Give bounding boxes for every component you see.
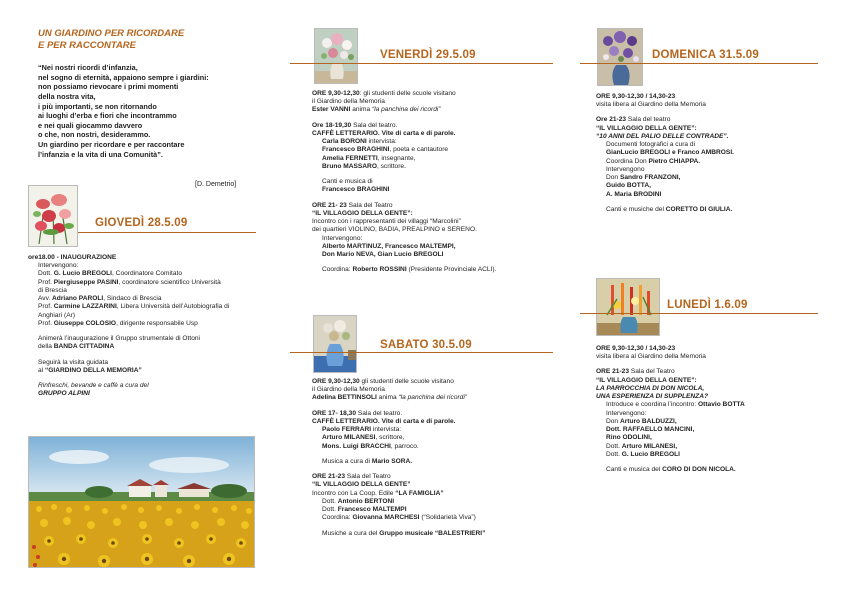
- cafe-title: CAFFÈ LETTERARIO. Vite di carta e di parole.: [312, 417, 456, 425]
- music-note: Musiche a cura del Gruppo musicale “BALESTRIERI”: [322, 529, 486, 537]
- poem-line: della nostra vita,: [38, 91, 96, 101]
- evening-subtitle: “10 ANNI DEL PALIO DELLE CONTRADE”.: [596, 132, 729, 140]
- speaker: Dott. RAFFAELLO MANCINI,: [606, 426, 695, 434]
- evening-title: “IL VILLAGGIO DELLA GENTE”: [312, 481, 411, 489]
- roses-painting: [28, 185, 78, 247]
- domenica-title: DOMENICA 31.5.09: [652, 49, 759, 61]
- evening-title: “IL VILLAGGIO DELLA GENTE”:: [596, 124, 697, 132]
- coordinator: Introduce e coordina l’incontro: Ottavio BOTTA: [606, 401, 745, 409]
- music-artist: Francesco BRAGHINI: [322, 186, 390, 194]
- speakers: Alberto MARTINUZ, Francesco MALTEMPI,: [322, 242, 456, 250]
- divider: [78, 232, 256, 233]
- morning-place: il Giardino della Memoria: [312, 386, 385, 394]
- morning-host: Adelina BETTINSOLI anima “la panchina dei ricordi”: [312, 394, 468, 402]
- poem-line: non possiamo rievocare i primi momenti: [38, 82, 179, 92]
- evening-desc: dei quartieri VIOLINO, BADIA, PREALPINO e SERENO.: [312, 226, 477, 234]
- purple-flowers-painting: [597, 28, 643, 86]
- music-note: Canti e musica di: [322, 178, 373, 186]
- domenica-program: [596, 93, 734, 214]
- speaker: Prof. Giuseppe COLOSIO, dirigente responsabile Usp: [38, 319, 198, 327]
- refreshments-note: Rinfreschi, bevande e caffè a cura del: [38, 382, 149, 390]
- sabato-program: [312, 378, 485, 538]
- music-note: Animerà l’inaugurazione il Gruppo strumentale di Ottoni: [38, 335, 200, 343]
- evening-slot: ORE 21- 23 Sala del Teatro: [312, 201, 393, 209]
- music-note: Musica a cura di Mario SORA.: [322, 457, 413, 465]
- speaker: Avv. Adriano PAROLI, Sindaco di Brescia: [38, 295, 162, 303]
- evening-desc: Incontro con La Coop. Edile “LA FAMIGLIA”: [312, 489, 444, 497]
- guest: Paolo FERRARI intervista:: [322, 426, 402, 434]
- open-visit: visita libera al Giardino della Memoria: [596, 101, 706, 109]
- poem-line: Un giardino per ricordare e per raccontare: [38, 140, 185, 149]
- poem-line: i più importanti, se non ritornando: [38, 101, 157, 111]
- giovedi-title: GIOVEDÌ 28.5.09: [95, 217, 188, 229]
- speaker: A. Maria BRODINI: [606, 190, 662, 198]
- sabato-title: SABATO 30.5.09: [380, 339, 472, 351]
- gladioli-painting: [596, 278, 660, 336]
- divider: [580, 313, 818, 314]
- speaker: Dott. G. Lucio BREGOLI: [606, 450, 681, 458]
- evening-title: “IL VILLAGGIO DELLA GENTE”:: [312, 209, 413, 217]
- cafe-slot: Ore 18-19,30 Sala del teatro.: [312, 121, 398, 129]
- coordinator: Coordina: Giovanna MARCHESI (“Solidarietà Viva”): [322, 514, 476, 522]
- speaker: Don Arturo BALDUZZI,: [606, 417, 677, 425]
- morning-slot: ORE 9,30-12,30: gli studenti delle scuole visitano: [312, 90, 456, 97]
- lunedi-program: [596, 345, 745, 474]
- divider: [290, 63, 553, 64]
- visit-note: Seguirà la visita guidata: [38, 358, 109, 366]
- speaker: Don Sandro FRANZONI,: [606, 174, 681, 182]
- cafe-title: CAFFÈ LETTERARIO. Vite di carta e di parole.: [312, 129, 456, 137]
- speaker: Prof. Carmine LAZZARINI, Libera Università dell’Autobiografia di: [38, 303, 230, 311]
- speaker: Guido BOTTA,: [606, 182, 651, 190]
- poem-line: o che, non nostri, desiderammo.: [38, 130, 151, 140]
- evening-subtitle: LA PARROCCHIA DI DON NICOLA,: [596, 384, 705, 392]
- speakers-label: Intervengono: [606, 165, 645, 173]
- evening-slot: ORE 21-23 Sala del Teatro: [596, 368, 675, 376]
- speaker-cont: di Brescia: [38, 286, 67, 294]
- speaker: Dott. G. Lucio BREGOLI, Coordinatore Comitato: [38, 270, 183, 278]
- speaker: Dott. Antonio BERTONI: [322, 497, 395, 505]
- guest: Amelia FERNETTI, insegnante,: [322, 154, 416, 162]
- speaker: Dott. Arturo MILANESI,: [606, 442, 678, 450]
- poem-line: ai luoghi d’erba e fiori che incontrammo: [38, 111, 177, 121]
- speakers-label: Intervengono:: [38, 262, 79, 270]
- sunflower-field-painting: [28, 436, 255, 568]
- speaker: Dott. Francesco MALTEMPI: [322, 506, 407, 514]
- intro-title: [38, 28, 184, 52]
- coordinator: Coordina: Roberto ROSSINI (Presidente Provinciale ACLI).: [322, 266, 497, 274]
- divider: [580, 63, 818, 64]
- intro-title-line2: E PER RACCONTARE: [38, 39, 136, 51]
- flowers-vase-painting: [314, 28, 358, 84]
- cafe-slot: ORE 17- 18,30 Sala del teatro.: [312, 409, 403, 417]
- poem-line: nel sogno di eternità, appaiono sempre i giardini:: [38, 72, 209, 82]
- intro-poem: [38, 63, 209, 159]
- giovedi-program: [28, 254, 229, 399]
- visit-note: al “GIARDINO DELLA MEMORIA”: [38, 366, 142, 374]
- poem-author: [D. Demetrio]: [195, 181, 237, 188]
- poem-line: “Nei nostri ricordi d’infanzia,: [38, 63, 138, 72]
- morning-slot: ORE 9,30-12,30 gli studenti delle scuole visitano: [312, 378, 454, 385]
- music-note: Canti e musica del CORO DI DON NICOLA.: [606, 466, 736, 474]
- speaker: Prof. Piergiuseppe PASINI, coordinatore scientifico Università: [38, 278, 221, 286]
- poem-line: e nei quali giocammo davvero: [38, 120, 143, 130]
- speakers: Don Mario NEVA, Gian Lucio BREGOLI: [322, 250, 444, 258]
- speakers-label: Intervengono:: [606, 409, 647, 417]
- evening-authors: GianLucio BREGOLI e Franco AMBROSI.: [606, 149, 734, 157]
- morning-place: il Giardino della Memoria: [312, 98, 385, 106]
- guest: Bruno MASSARO, scrittore.: [322, 162, 406, 170]
- speaker: Rino ODOLINI,: [606, 434, 652, 442]
- morning-host: Ester VANNI anima “la panchina dei ricordi”: [312, 106, 441, 114]
- open-hours: ORE 9,30-12,30 / 14,30-23: [596, 345, 676, 352]
- lunedi-title: LUNEDÌ 1.6.09: [667, 299, 748, 311]
- evening-slot: ORE 21-23 Sala del Teatro: [312, 473, 391, 481]
- venerdi-title: VENERDÌ 29.5.09: [380, 49, 476, 61]
- evening-desc: Incontro con i rappresentanti dei villaggi “Marcolini”: [312, 218, 461, 226]
- guest: Carla BORONI intervista:: [322, 138, 397, 146]
- guest: Mons. Luigi BRACCHI, parroco.: [322, 442, 419, 450]
- open-hours: ORE 9,30-12,30 / 14,30-23: [596, 93, 676, 100]
- inaugurazione: ore18.00 - INAUGURAZIONE: [28, 254, 117, 261]
- guest: Francesco BRAGHINI, poeta e cantautore: [322, 146, 449, 154]
- intro-title-line1: UN GIARDINO PER RICORDARE: [38, 28, 185, 39]
- evening-slot: Ore 21-23 Sala del teatro: [596, 116, 671, 124]
- refreshments-group: GRUPPO ALPINI: [38, 390, 90, 398]
- evening-desc: Documenti fotografici a cura di: [606, 141, 696, 149]
- music-note: della BANDA CITTADINA: [38, 343, 115, 351]
- speaker-cont: Anghiari (Ar): [38, 311, 76, 319]
- divider: [290, 352, 553, 353]
- poem-line: l’infanzia e la vita di una Comunità”.: [38, 149, 163, 159]
- evening-subtitle: UNA ESPERIENZA DI SUPPLENZA?: [596, 393, 708, 401]
- guest: Arturo MILANESI, scrittore,: [322, 434, 405, 442]
- open-visit: visita libera al Giardino della Memoria: [596, 353, 706, 361]
- vase-painting: [313, 315, 357, 373]
- music-note: Canti e musiche del CORETTO DI GIULIA.: [606, 205, 733, 213]
- speakers-label: Intervengono:: [322, 234, 363, 242]
- evening-title: “IL VILLAGGIO DELLA GENTE”:: [596, 376, 697, 384]
- coordinator: Coordina Don Pietro CHIAPPA.: [606, 157, 701, 165]
- venerdi-program: [312, 90, 496, 274]
